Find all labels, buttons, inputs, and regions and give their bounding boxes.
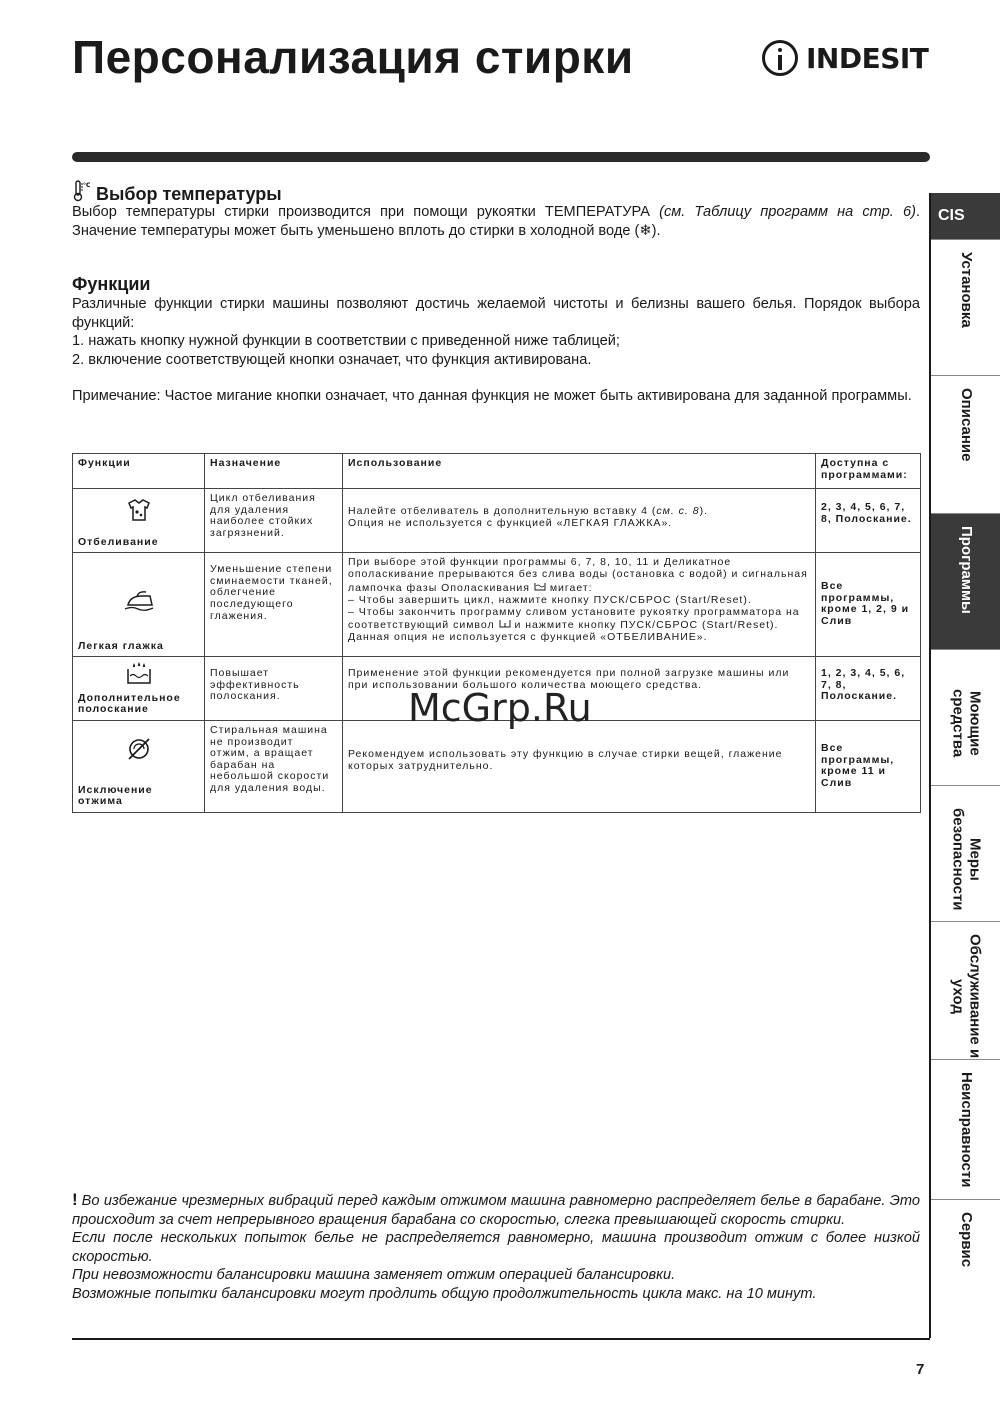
svg-text:°C: °C bbox=[83, 182, 90, 189]
function-purpose: Уменьшение степени сминаемости тканей, облегчение последующего глажения. bbox=[205, 553, 343, 657]
language-tab[interactable]: CIS bbox=[931, 193, 1000, 239]
brand-name: INDESIT bbox=[806, 41, 929, 75]
warning-block: ! Во избежание чрезмерных вибраций перед каждым отжимом машина равномерно распределяет белье в барабане. Это происходит за счет непрерывного вращения барабана со скоростью, слегка превышающей скорость стирки. Если после нескольких попыток белье не распределяется равномерно, машина производит отжим с более низкой скоростью. При невозможности балансировки машина заменяет отжим операцией балансировки. Возможные попытки балансировки могут продлить общую продолжительность цикла макс. на 10 минут. bbox=[72, 1190, 920, 1302]
functions-text: Различные функции стирки машины позволяют достичь желаемой чистоты и белизны вашего белья. Порядок выбора функций: 1. нажать кнопку нужной функции в соответствии с приведенной ниже таблицей; 2. включение соответствующей кнопки означает, что функция активирована. Примечание: Частое мигание кнопки означает, что данная функция не может быть активирована для заданной программы. bbox=[72, 296, 920, 404]
function-usage: Рекомендуем использовать эту функцию в случае стирки вещей, глажение которых затруднительно. bbox=[343, 720, 816, 812]
temperature-text: Выбор температуры стирки производится при помощи рукоятки ТЕМПЕРАТУРА (см. Таблицу программ на стр. 6). Значение температуры может быть уменьшено вплоть до стирки в холодной воде (❄). bbox=[72, 204, 920, 239]
sidebar-item-detergents[interactable]: Моющие средства bbox=[931, 649, 1000, 785]
sidebar-nav bbox=[929, 193, 1000, 1338]
col-availability: Доступна с программами: bbox=[816, 454, 921, 489]
header-divider bbox=[72, 152, 930, 162]
col-purpose: Назначение bbox=[205, 454, 343, 489]
extra-rinse-icon bbox=[78, 661, 199, 689]
indesit-logo bbox=[762, 36, 928, 80]
function-availability: Все программы, кроме 1, 2, 9 и Слив bbox=[816, 553, 921, 657]
sidebar-item-programs[interactable]: Программы bbox=[931, 513, 1000, 649]
function-availability: Все программы, кроме 11 и Слив bbox=[816, 720, 921, 812]
footer-divider bbox=[72, 1338, 930, 1340]
table-row bbox=[73, 720, 921, 812]
sidebar-item-maintenance[interactable]: Обслуживание и уход bbox=[931, 921, 1000, 1059]
function-availability: 2, 3, 4, 5, 6, 7, 8, Полоскание. bbox=[816, 489, 921, 553]
indesit-i-icon bbox=[762, 40, 798, 76]
function-usage: Применение этой функции рекомендуется при полной загрузке машины или при использовании большого количества моющего средства. bbox=[343, 657, 816, 721]
rinse-icon bbox=[534, 582, 550, 594]
iron-icon bbox=[78, 589, 199, 617]
snowflake-icon: ❄ bbox=[639, 222, 652, 239]
col-usage: Использование bbox=[343, 454, 816, 489]
function-name: Отбеливание bbox=[78, 535, 159, 548]
table-row bbox=[73, 553, 921, 657]
sidebar-item-installation[interactable]: Установка bbox=[931, 239, 1000, 375]
watermark: McGrp.Ru bbox=[408, 686, 592, 730]
table-row bbox=[73, 489, 921, 553]
function-purpose: Цикл отбеливания для удаления наиболее стойких загрязнений. bbox=[205, 489, 343, 553]
bleach-icon bbox=[78, 497, 199, 527]
function-usage: Налейте отбеливатель в дополнительную вставку 4 (см. с. 8). Опция не используется с функцией «ЛЕГКАЯ ГЛАЖКА». bbox=[343, 489, 816, 553]
function-availability: 1, 2, 3, 4, 5, 6, 7, 8, Полоскание. bbox=[816, 657, 921, 721]
warning-icon: ! bbox=[72, 1190, 78, 1209]
sidebar-item-troubleshooting[interactable]: Неисправности bbox=[931, 1059, 1000, 1199]
function-name: Исключение отжима bbox=[78, 783, 153, 808]
page-number: 7 bbox=[916, 1361, 925, 1378]
sidebar-item-safety[interactable]: Меры безопасности bbox=[931, 785, 1000, 921]
function-name: Дополнительное полоскание bbox=[78, 691, 181, 716]
sidebar-item-description[interactable]: Описание bbox=[931, 375, 1000, 513]
page-title: Персонализация стирки bbox=[72, 31, 634, 83]
function-purpose: Стиральная машина не производит отжим, а вращает барабан на небольшой скорости для удаления воды. bbox=[205, 720, 343, 812]
temperature-heading: °C Выбор температуры bbox=[72, 180, 282, 207]
function-purpose: Повышает эффективность полоскания. bbox=[205, 657, 343, 721]
col-functions: Функции bbox=[73, 454, 205, 489]
functions-table bbox=[72, 453, 921, 813]
drain-icon bbox=[499, 619, 515, 631]
function-name: Легкая глажка bbox=[78, 639, 164, 652]
no-spin-icon bbox=[78, 735, 199, 767]
table-header-row bbox=[73, 454, 921, 489]
function-usage: При выборе этой функции программы 6, 7, 8, 10, 11 и Деликатное ополаскивание прерываются без слива воды (остановка с водой) и сигнальная лампочка фазы Ополаскивания мигает: – Чтобы завершить цикл, нажмите кнопку ПУСК/СБРОС (Start/Reset). – Чтобы закончить программу сливом установите рукоятку программатора на соответствующий символ и нажмите кнопку ПУСК/СБРОС (Start/Reset). Данная опция не используется с функцией «ОТБЕЛИВАНИЕ». bbox=[343, 553, 816, 657]
functions-heading: Функции bbox=[72, 274, 151, 294]
sidebar-item-service[interactable]: Сервис bbox=[931, 1199, 1000, 1338]
